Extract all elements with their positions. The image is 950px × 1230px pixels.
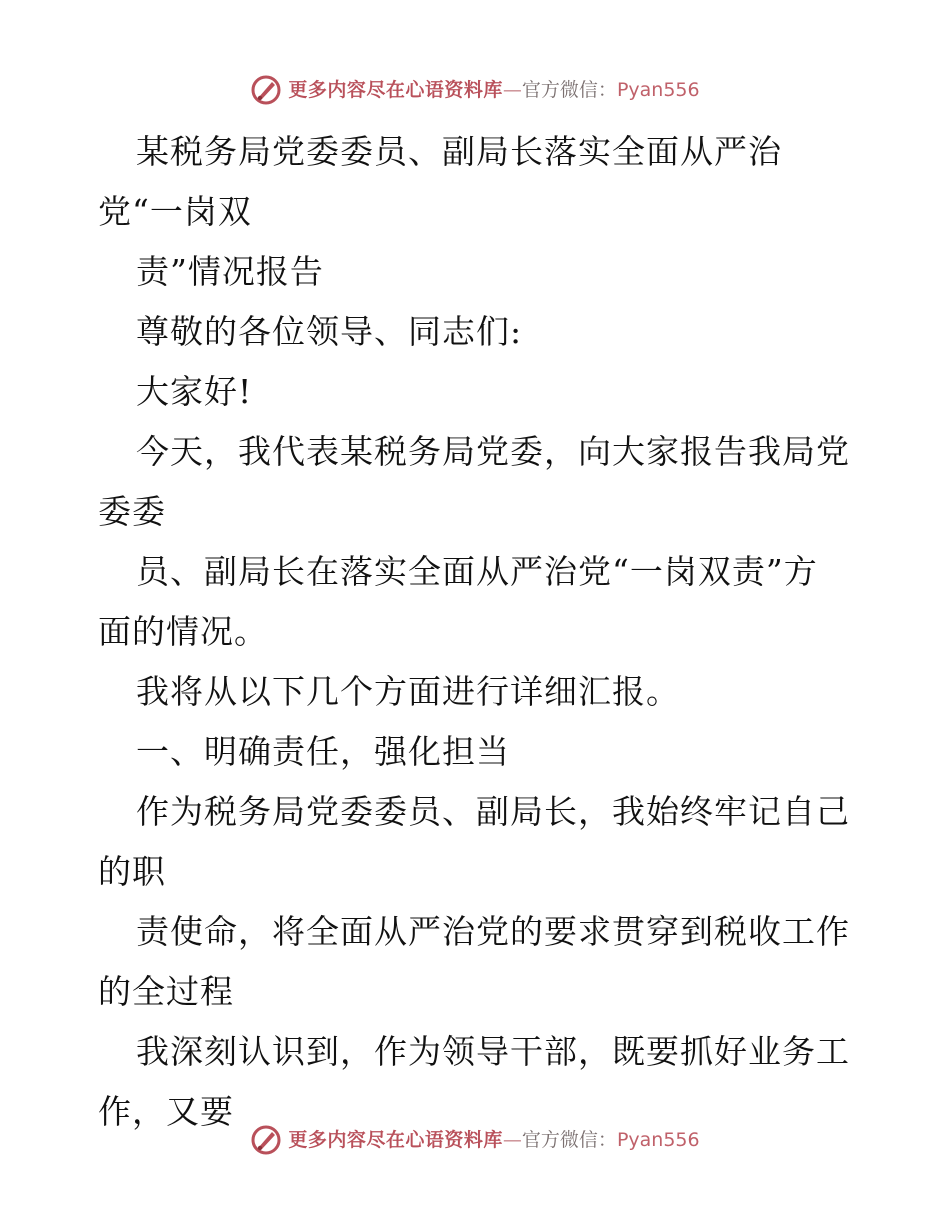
text-line: 一、明确责任，强化担当 xyxy=(136,732,510,771)
text-line: 作，又要 xyxy=(98,1092,234,1131)
text-line: 尊敬的各位领导、同志们: xyxy=(136,312,523,351)
text-line: 我深刻认识到，作为领导干部，既要抓好业务工 xyxy=(136,1032,850,1071)
text-line: 作为税务局党委委员、副局长，我始终牢记自己 xyxy=(136,792,850,831)
text-line: 责”情况报告 xyxy=(136,252,324,291)
text-line: 今天，我代表某税务局党委，向大家报告我局党 xyxy=(136,432,850,471)
text-line: 的职 xyxy=(98,852,166,891)
document-body xyxy=(98,122,858,1142)
text-line: 党“一岗双 xyxy=(98,192,252,231)
banner-main-text: 更多内容尽在心语资料库 xyxy=(288,1129,503,1151)
text-line: 责使命，将全面从严治党的要求贯穿到税收工作 xyxy=(136,912,850,951)
text-line: 面的情况。 xyxy=(98,612,268,651)
text-line: 大家好! xyxy=(136,372,253,411)
banner-separator: — xyxy=(502,79,522,101)
pen-seal-logo-icon xyxy=(250,74,282,106)
banner-wechat-label: 官方微信： xyxy=(521,79,617,101)
text-line: 委委 xyxy=(98,492,166,531)
text-line: 某税务局党委委员、副局长落实全面从严治 xyxy=(136,132,782,171)
pen-seal-logo-icon xyxy=(250,1124,282,1156)
banner-text xyxy=(288,1129,699,1151)
text-line: 员、副局长在落实全面从严治党“一岗双责”方 xyxy=(136,552,818,591)
banner-wechat-label: 官方微信： xyxy=(521,1129,617,1151)
banner-main-text: 更多内容尽在心语资料库 xyxy=(288,79,503,101)
banner-separator: — xyxy=(502,1129,522,1151)
banner-wechat-id: Pyan556 xyxy=(616,1129,700,1151)
banner-text xyxy=(288,79,699,101)
footer-banner xyxy=(0,1120,950,1160)
text-line: 的全过程 xyxy=(98,972,234,1011)
banner-wechat-id: Pyan556 xyxy=(616,79,700,101)
text-line: 我将从以下几个方面进行详细汇报。 xyxy=(136,672,680,711)
header-banner xyxy=(0,70,950,110)
